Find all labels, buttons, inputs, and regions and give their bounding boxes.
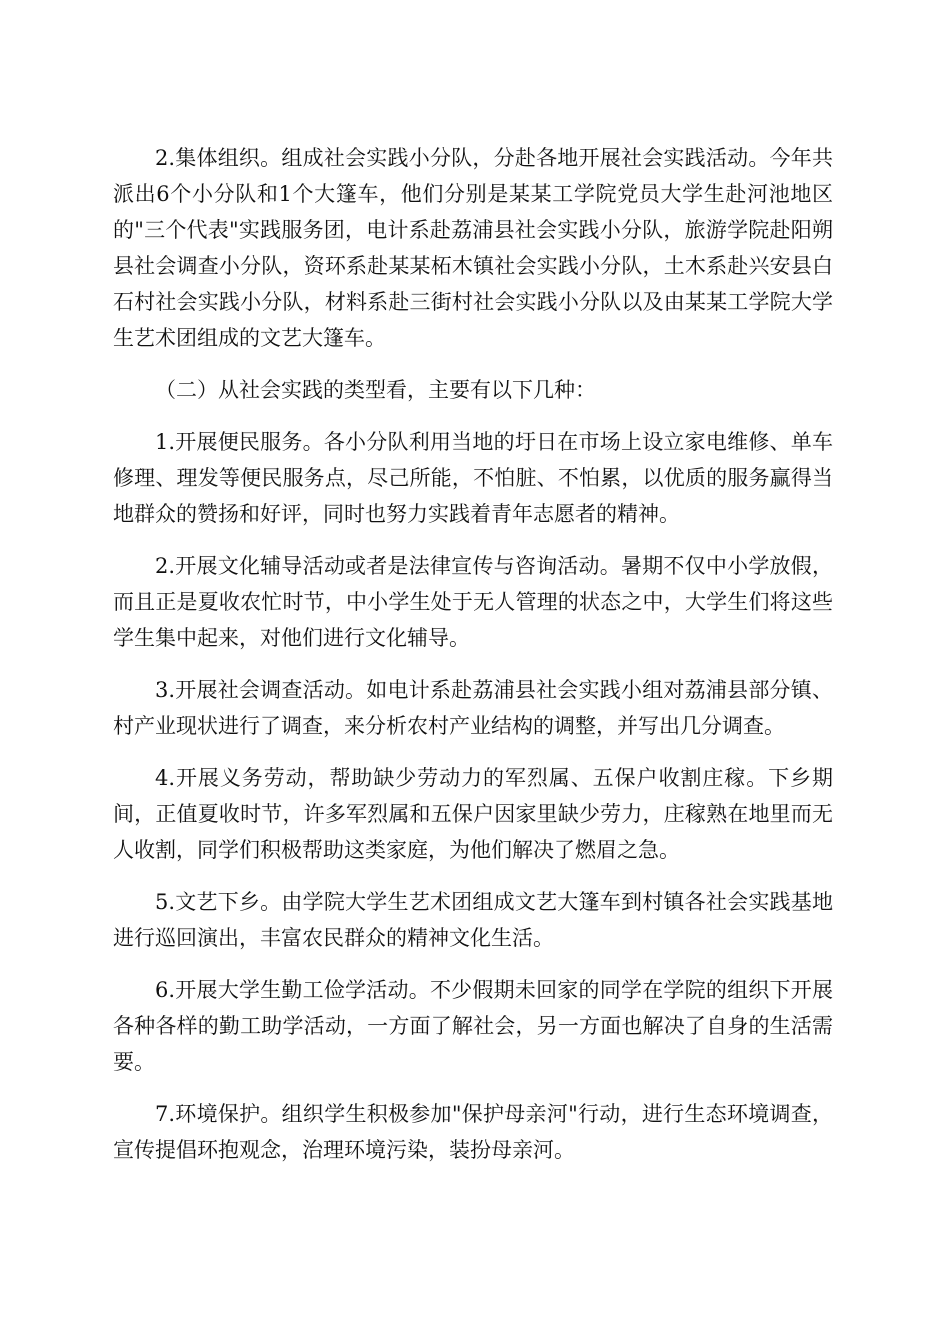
document-body xyxy=(113,140,833,1184)
paragraph-environmental-protection: 7.环境保护。组织学生积极参加"保护母亲河"行动，进行生态环境调查，宣传提倡环抱观念，治理环境污染，装扮母亲河。 xyxy=(113,1102,833,1162)
paragraph-work-study: 6.开展大学生勤工俭学活动。不少假期未回家的同学在学院的组织下开展各种各样的勤工助学活动，一方面了解社会，另一方面也解决了自身的生活需要。 xyxy=(113,978,833,1074)
paragraph-collective-organization: 2.集体组织。组成社会实践小分队，分赴各地开展社会实践活动。今年共派出6个小分队和1个大篷车，他们分别是某某工学院党员大学生赴河池地区的"三个代表"实践服务团，电计系赴荔浦县社会实践小分队，旅游学院赴阳朔县社会调查小分队，资环系赴某某柘木镇社会实践小分队，土木系赴兴安县白石村社会实践小分队，材料系赴三街村社会实践小分队以及由某某工学院大学生艺术团组成的文艺大篷车。 xyxy=(113,146,833,350)
paragraph-cultural-tutoring: 2.开展文化辅导活动或者是法律宣传与咨询活动。暑期不仅中小学放假，而且正是夏收农忙时节，中小学生处于无人管理的状态之中，大学生们将这些学生集中起来，对他们进行文化辅导。 xyxy=(113,554,833,650)
section-heading-practice-types: （二）从社会实践的类型看，主要有以下几种： xyxy=(155,378,596,402)
paragraph-convenience-service: 1.开展便民服务。各小分队利用当地的圩日在市场上设立家电维修、单车修理、理发等便民服务点，尽己所能，不怕脏、不怕累，以优质的服务赢得当地群众的赞扬和好评，同时也努力实践着青年志愿者的精神。 xyxy=(113,430,833,526)
paragraph-art-to-countryside: 5.文艺下乡。由学院大学生艺术团组成文艺大篷车到村镇各社会实践基地进行巡回演出，丰富农民群众的精神文化生活。 xyxy=(113,890,833,950)
paragraph-voluntary-labor: 4.开展义务劳动，帮助缺少劳动力的军烈属、五保户收割庄稼。下乡期间，正值夏收时节，许多军烈属和五保户因家里缺少劳力，庄稼熟在地里而无人收割，同学们积极帮助这类家庭，为他们解决了燃眉之急。 xyxy=(113,766,833,862)
paragraph-social-survey: 3.开展社会调查活动。如电计系赴荔浦县社会实践小组对荔浦县部分镇、村产业现状进行了调查，来分析农村产业结构的调整，并写出几分调查。 xyxy=(113,678,833,738)
